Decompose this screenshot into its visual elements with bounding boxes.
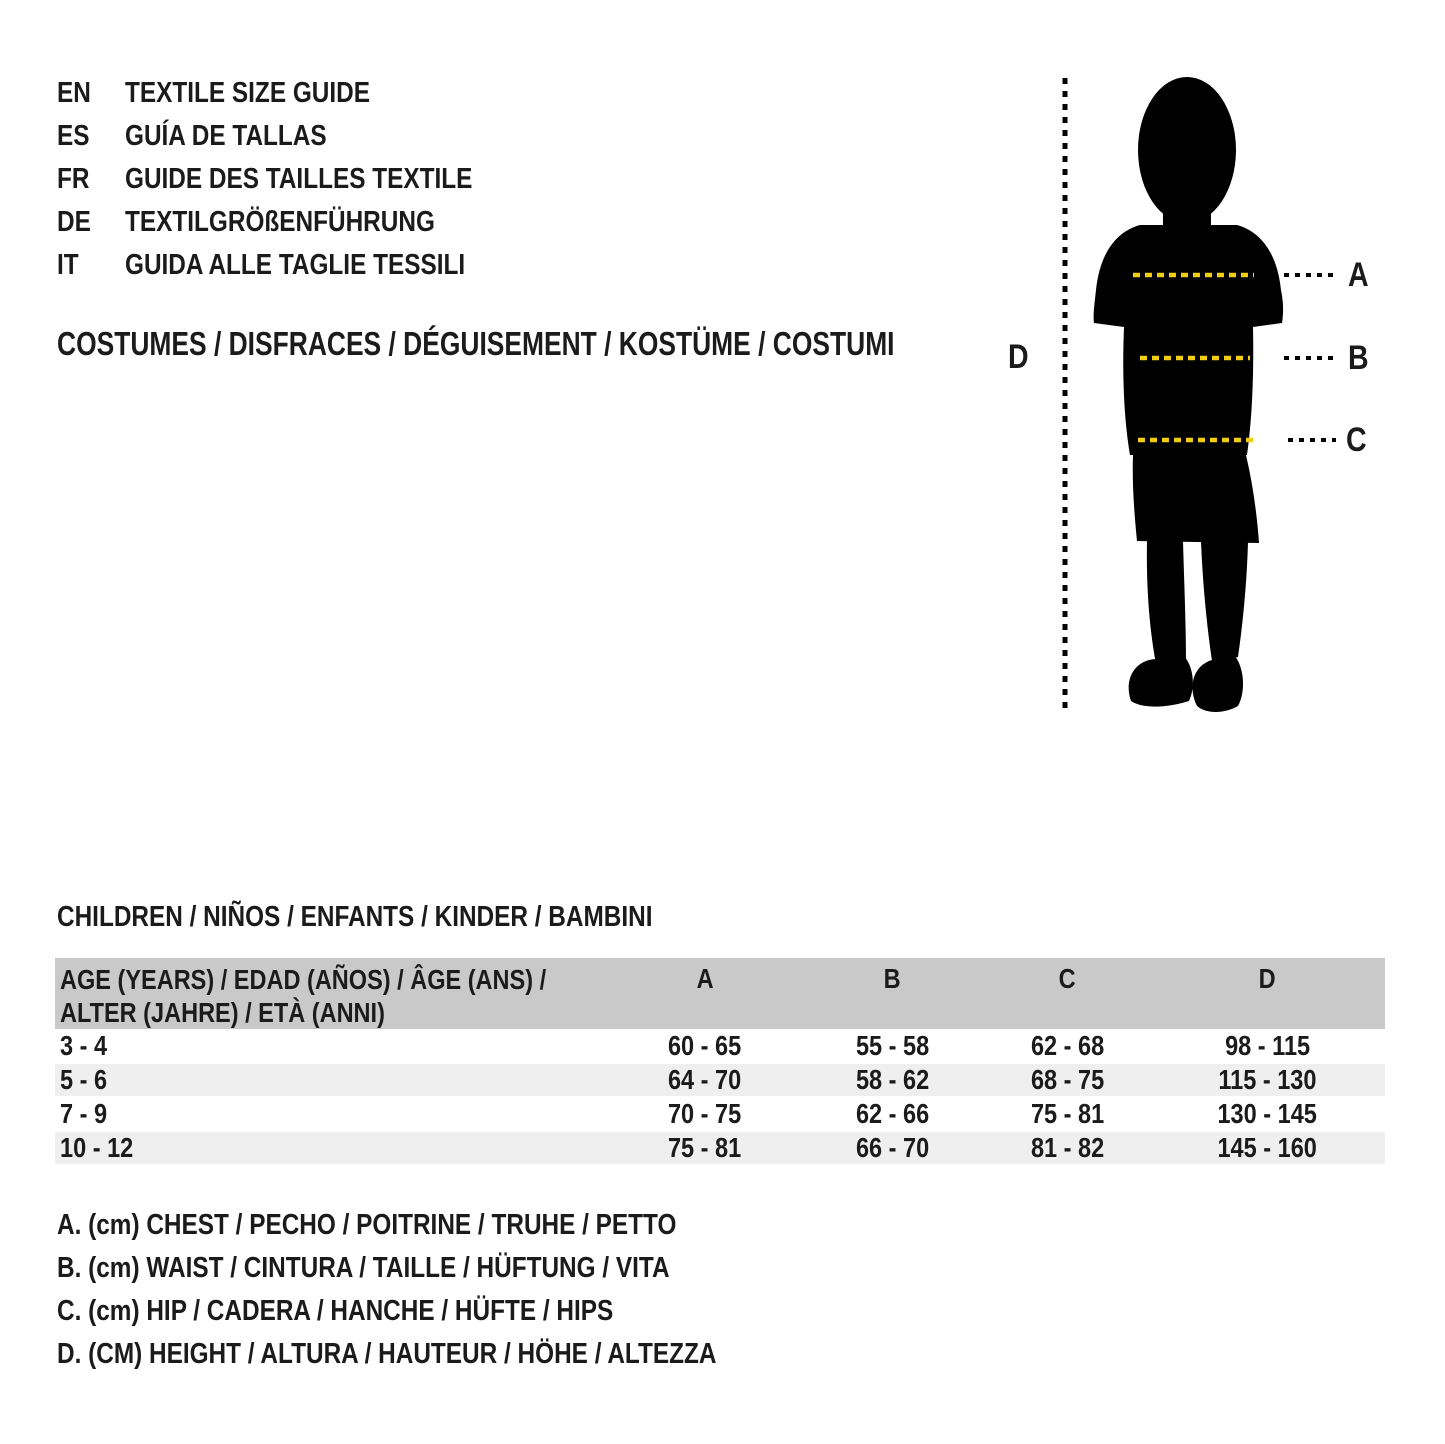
legend-waist-text: B. (cm) WAIST / CINTURA / TAILLE / HÜFTUNG / VITA xyxy=(57,1252,670,1284)
language-title xyxy=(125,77,417,110)
waist-cell xyxy=(800,1131,985,1165)
measure-label-a xyxy=(1348,256,1373,294)
age-header-line1 xyxy=(60,963,610,996)
height-value: 98 - 115 xyxy=(1224,1029,1310,1061)
language-code-text: IT xyxy=(57,249,79,281)
column-header-b xyxy=(800,958,985,1029)
language-code-text: FR xyxy=(57,163,90,195)
hip-value: 75 - 81 xyxy=(1030,1098,1105,1129)
silhouette-right-leg xyxy=(1201,542,1248,661)
waist-value: 62 - 66 xyxy=(855,1098,930,1129)
table-section-title xyxy=(57,901,766,934)
legend-hip-text: C. (cm) HIP / CADERA / HANCHE / HÜFTE / HIPS xyxy=(57,1295,614,1327)
waist-value: 55 - 58 xyxy=(855,1029,930,1061)
hip-cell xyxy=(985,1029,1150,1063)
age-header-line2-text: ALTER (JAHRE) / ETÀ (ANNI) xyxy=(60,997,385,1028)
column-header-a xyxy=(610,958,800,1029)
legend-height-text: D. (CM) HEIGHT / ALTURA / HAUTEUR / HÖHE / ALTEZZA xyxy=(57,1338,717,1370)
age-column-header xyxy=(55,958,610,1029)
language-title-text: TEXTILE SIZE GUIDE xyxy=(125,77,370,109)
language-title-list xyxy=(57,72,539,287)
chest-cell xyxy=(610,1029,800,1063)
hip-value: 62 - 68 xyxy=(1030,1029,1105,1061)
legend-row-hip xyxy=(57,1290,842,1333)
language-code-text: EN xyxy=(57,77,91,109)
table-section-title-text: CHILDREN / NIÑOS / ENFANTS / KINDER / BAMBINI xyxy=(57,901,653,933)
language-code-text: DE xyxy=(57,206,91,238)
child-silhouette xyxy=(1094,77,1283,712)
hip-cell xyxy=(985,1063,1150,1097)
chest-value: 64 - 70 xyxy=(668,1064,742,1095)
size-table-header xyxy=(55,958,1385,1029)
size-table-body xyxy=(55,1029,1385,1165)
age-cell xyxy=(55,1097,610,1131)
language-title xyxy=(125,120,365,153)
measure-label-c xyxy=(1346,421,1371,459)
chest-cell xyxy=(610,1063,800,1097)
silhouette-left-leg xyxy=(1147,541,1186,669)
silhouette-shorts xyxy=(1133,455,1259,543)
hip-value: 81 - 82 xyxy=(1030,1132,1105,1163)
category-title xyxy=(57,322,1104,365)
children-size-table xyxy=(55,958,1385,1166)
age-cell xyxy=(55,1131,610,1165)
language-code xyxy=(57,163,125,196)
age-value: 7 - 9 xyxy=(60,1098,108,1129)
chest-value: 60 - 65 xyxy=(668,1029,742,1061)
language-row xyxy=(57,244,539,287)
column-header-b-text: B xyxy=(883,963,901,994)
hip-value: 68 - 75 xyxy=(1030,1064,1105,1095)
measure-label-c-text: C xyxy=(1346,421,1367,459)
measurement-legend xyxy=(57,1204,842,1376)
language-code-text: ES xyxy=(57,120,90,152)
language-title-text: GUIDE DES TAILLES TEXTILE xyxy=(125,163,473,195)
measure-label-b xyxy=(1348,339,1373,377)
language-title xyxy=(125,163,539,196)
language-code xyxy=(57,77,125,110)
language-row xyxy=(57,72,539,115)
language-row xyxy=(57,201,539,244)
silhouette-head xyxy=(1138,77,1236,223)
column-header-d xyxy=(1150,958,1385,1029)
language-title xyxy=(125,206,494,239)
table-row xyxy=(55,1029,1385,1063)
silhouette-left-shoe xyxy=(1129,656,1193,707)
hip-cell xyxy=(985,1131,1150,1165)
height-cell xyxy=(1150,1063,1385,1097)
language-title-text: TEXTILGRÖßENFÜHRUNG xyxy=(125,206,435,238)
height-cell xyxy=(1150,1097,1385,1131)
height-value: 145 - 160 xyxy=(1217,1132,1318,1163)
height-cell xyxy=(1150,1131,1385,1165)
age-cell xyxy=(55,1063,610,1097)
chest-value: 75 - 81 xyxy=(668,1132,742,1163)
language-title-text: GUIDA ALLE TAGLIE TESSILI xyxy=(125,249,466,281)
column-header-c xyxy=(985,958,1150,1029)
table-row xyxy=(55,1063,1385,1097)
legend-row-waist xyxy=(57,1247,842,1290)
hip-cell xyxy=(985,1097,1150,1131)
measurement-figure xyxy=(1000,55,1445,730)
measure-label-d-text: D xyxy=(1008,338,1029,376)
table-row xyxy=(55,1097,1385,1131)
height-cell xyxy=(1150,1029,1385,1063)
measure-label-b-text: B xyxy=(1348,339,1369,377)
language-title xyxy=(125,249,530,282)
legend-row-chest xyxy=(57,1204,842,1247)
language-code xyxy=(57,120,125,153)
column-header-d-text: D xyxy=(1258,963,1276,994)
measure-label-d xyxy=(1008,338,1033,376)
chest-cell xyxy=(610,1131,800,1165)
header-row xyxy=(55,958,1385,1029)
column-header-a-text: A xyxy=(696,963,714,994)
category-title-text: COSTUMES / DISFRACES / DÉGUISEMENT / KOSTÜME / COSTUMI xyxy=(57,325,895,362)
waist-cell xyxy=(800,1029,985,1063)
legend-chest-text: A. (cm) CHEST / PECHO / POITRINE / TRUHE / PETTO xyxy=(57,1209,677,1241)
height-value: 115 - 130 xyxy=(1218,1064,1317,1095)
language-row xyxy=(57,158,539,201)
height-value: 130 - 145 xyxy=(1217,1098,1318,1129)
waist-value: 58 - 62 xyxy=(855,1064,930,1095)
age-value: 3 - 4 xyxy=(60,1029,108,1061)
silhouette-right-shoe xyxy=(1192,656,1243,712)
age-cell xyxy=(55,1029,610,1063)
measure-label-a-text: A xyxy=(1348,256,1369,294)
age-header-line2 xyxy=(60,996,610,1029)
table-row xyxy=(55,1131,1385,1165)
waist-cell xyxy=(800,1063,985,1097)
language-row xyxy=(57,115,539,158)
age-header-line1-text: AGE (YEARS) / EDAD (AÑOS) / ÂGE (ANS) / xyxy=(60,964,547,995)
age-value: 10 - 12 xyxy=(60,1132,134,1163)
chest-cell xyxy=(610,1097,800,1131)
waist-cell xyxy=(800,1097,985,1131)
waist-value: 66 - 70 xyxy=(855,1132,930,1163)
silhouette-torso xyxy=(1094,225,1283,455)
chest-value: 70 - 75 xyxy=(668,1098,742,1129)
legend-row-height xyxy=(57,1333,842,1376)
language-code xyxy=(57,206,125,239)
language-code xyxy=(57,249,125,282)
age-value: 5 - 6 xyxy=(60,1064,108,1095)
language-title-text: GUÍA DE TALLAS xyxy=(125,120,327,152)
column-header-c-text: C xyxy=(1058,963,1076,994)
child-silhouette-graphic xyxy=(1000,55,1445,730)
